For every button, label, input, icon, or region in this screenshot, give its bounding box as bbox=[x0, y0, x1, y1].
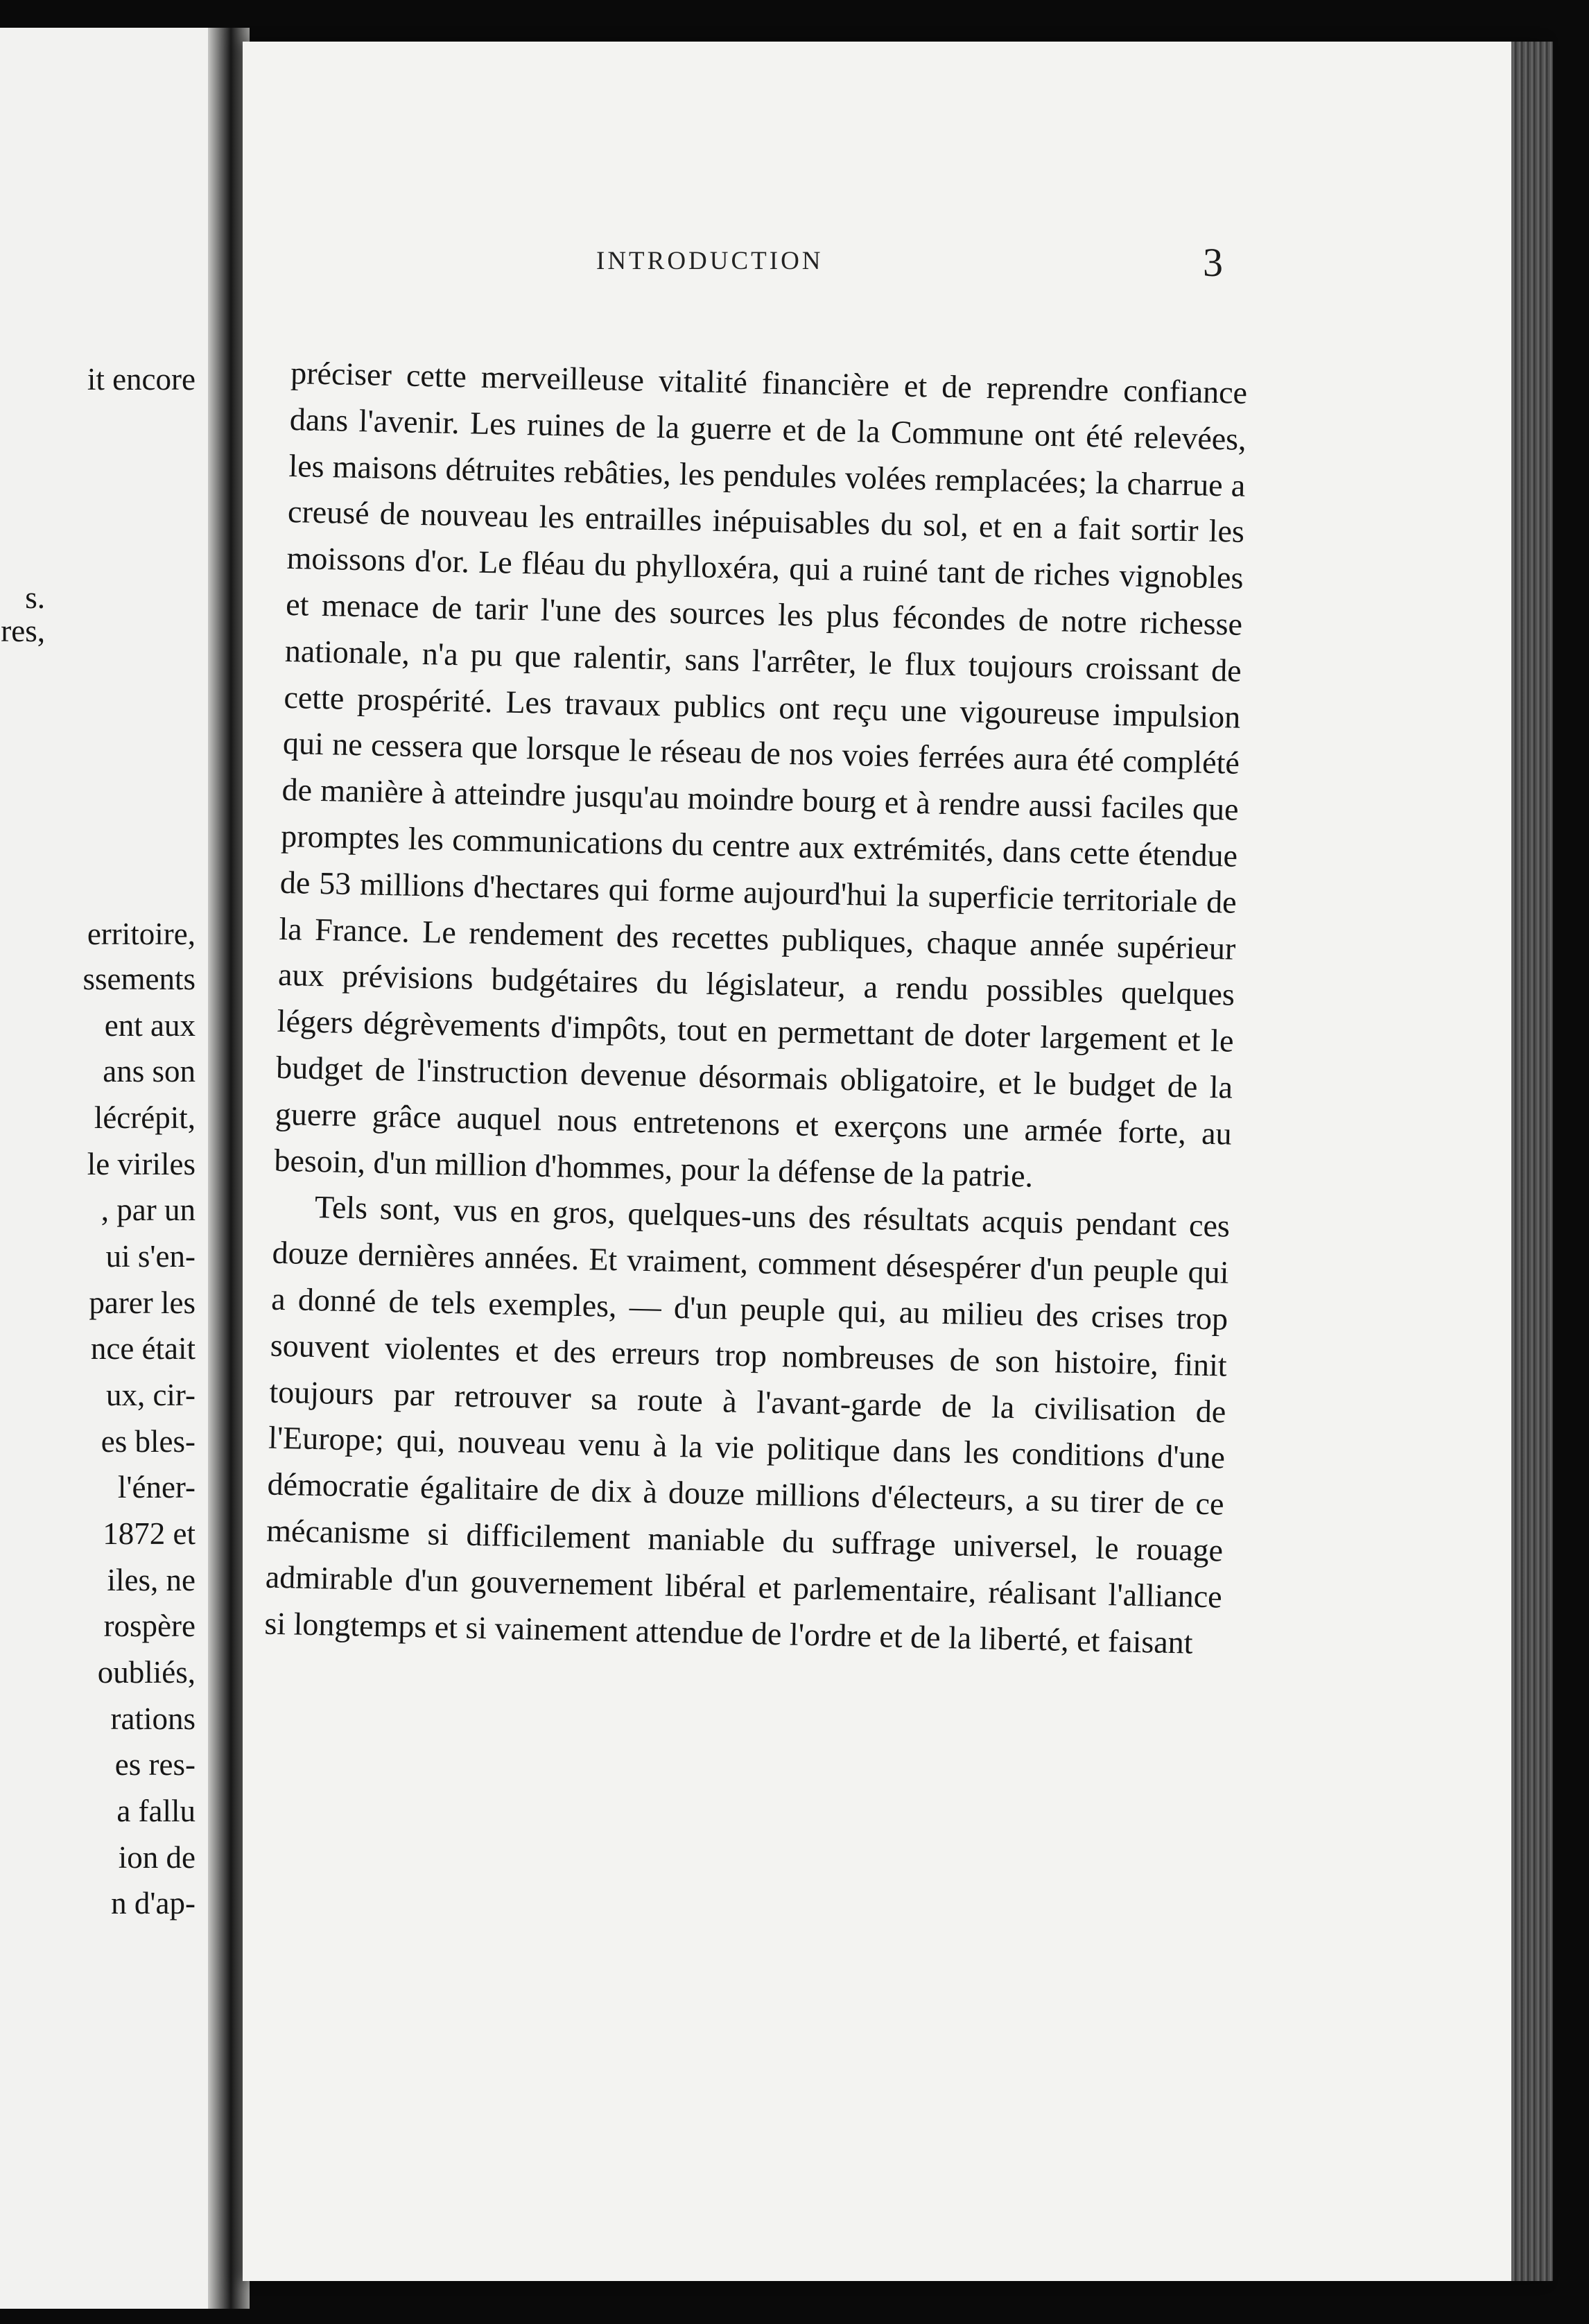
running-head bbox=[388, 239, 1290, 295]
left-fragment: s. bbox=[25, 580, 45, 615]
left-fragment: n d'ap- bbox=[111, 1886, 196, 1920]
left-fragment: ssements bbox=[83, 962, 196, 996]
left-fragment: iles, ne bbox=[107, 1563, 196, 1597]
left-fragment: ent aux bbox=[104, 1008, 196, 1043]
page-number: 3 bbox=[1203, 240, 1223, 285]
left-fragment: oubliés, bbox=[97, 1655, 196, 1690]
left-page bbox=[0, 28, 208, 2309]
body-text bbox=[264, 350, 1248, 1667]
paragraph: préciser cette merveilleuse vitalité financière et de reprendre confiance dans l'avenir. Les ruines de la guerre et de la Commune ont été relevées, les maisons détruites rebâties, les pendules volées remplacées; la charrue a creusé de nouveau les entrailles inépuisables du sol, et en a fait sortir les moissons d'or. Le fléau du phylloxéra, qui a ruiné tant de riches vignobles et menace de tarir l'une des sources les plus fécondes de notre richesse nationale, n'a pu que ralentir, sans l'arrêter, le flux toujours croissant de cette prospérité. Les travaux publics ont reçu une vigoureuse impulsion qui ne cessera que lorsque le réseau de nos voies ferrées aura été complété de manière à atteindre jusqu'au moindre bourg et à rendre aussi faciles que promptes les communications du centre aux extrémités, dans cette étendue de 53 millions d'hectares qui forme aujourd'hui la superficie territoriale de la France. Le rendement des recettes publiques, chaque année supérieur aux prévisions budgétaires du législateur, a rendu possibles quelques légers dégrèvements d'impôts, tout en permettant de doter largement et le budget de l'instruction devenue désormais obligatoire, et le budget de la guerre grâce auquel nous entretenons et exerçons une armée forte, au besoin, d'un million d'hommes, pour la défense de la patrie. bbox=[274, 354, 1248, 1194]
left-fragment: l'éner- bbox=[117, 1470, 196, 1504]
left-fragment: lécrépit, bbox=[94, 1100, 196, 1135]
left-page-text-fragments bbox=[0, 28, 208, 2309]
left-fragment: 1872 et bbox=[103, 1516, 196, 1551]
left-fragment: ui s'en- bbox=[105, 1239, 196, 1274]
left-fragment: rations bbox=[110, 1701, 196, 1736]
left-fragment: it encore bbox=[87, 362, 196, 397]
left-fragment: ion de bbox=[118, 1840, 196, 1875]
page-edge bbox=[1511, 42, 1553, 2281]
left-fragment: le viriles bbox=[87, 1147, 196, 1181]
left-fragment: a fallu bbox=[116, 1794, 196, 1828]
left-fragment: res, bbox=[1, 614, 45, 648]
left-fragment: nce était bbox=[90, 1331, 196, 1366]
left-fragment: ux, cir- bbox=[105, 1378, 196, 1412]
left-fragment: ans son bbox=[103, 1054, 196, 1089]
left-fragment: rospère bbox=[103, 1608, 196, 1643]
paragraph: Tels sont, vus en gros, quelques-uns des résultats acquis pendant ces douze dernières années. Et vraiment, comment désespérer d'un peuple qui a donné de tels exemples, — d'un peuple qui, au milieu des crises trop souvent violentes et des erreurs trop nombreuses de son histoire, finit toujours par retrouver sa route à l'avant-garde de la civilisation de l'Europe; qui, nouveau venu à la vie politique dans les conditions d'une démocratie égalitaire de dix à douze millions d'électeurs, a su tirer de ce mécanisme si difficilement maniable du suffrage universel, le rouage admirable d'un gouvernement libéral et parlementaire, réalisant l'alliance si longtemps et si vainement attendue de l'ordre et de la liberté, et faisant bbox=[264, 1189, 1231, 1660]
left-fragment: es bles- bbox=[101, 1424, 196, 1459]
left-fragment: parer les bbox=[89, 1285, 196, 1320]
left-fragment: erritoire, bbox=[87, 917, 196, 951]
left-fragment: , par un bbox=[101, 1193, 196, 1227]
left-fragment: es res- bbox=[114, 1747, 196, 1782]
running-title: INTRODUCTION bbox=[596, 247, 824, 275]
